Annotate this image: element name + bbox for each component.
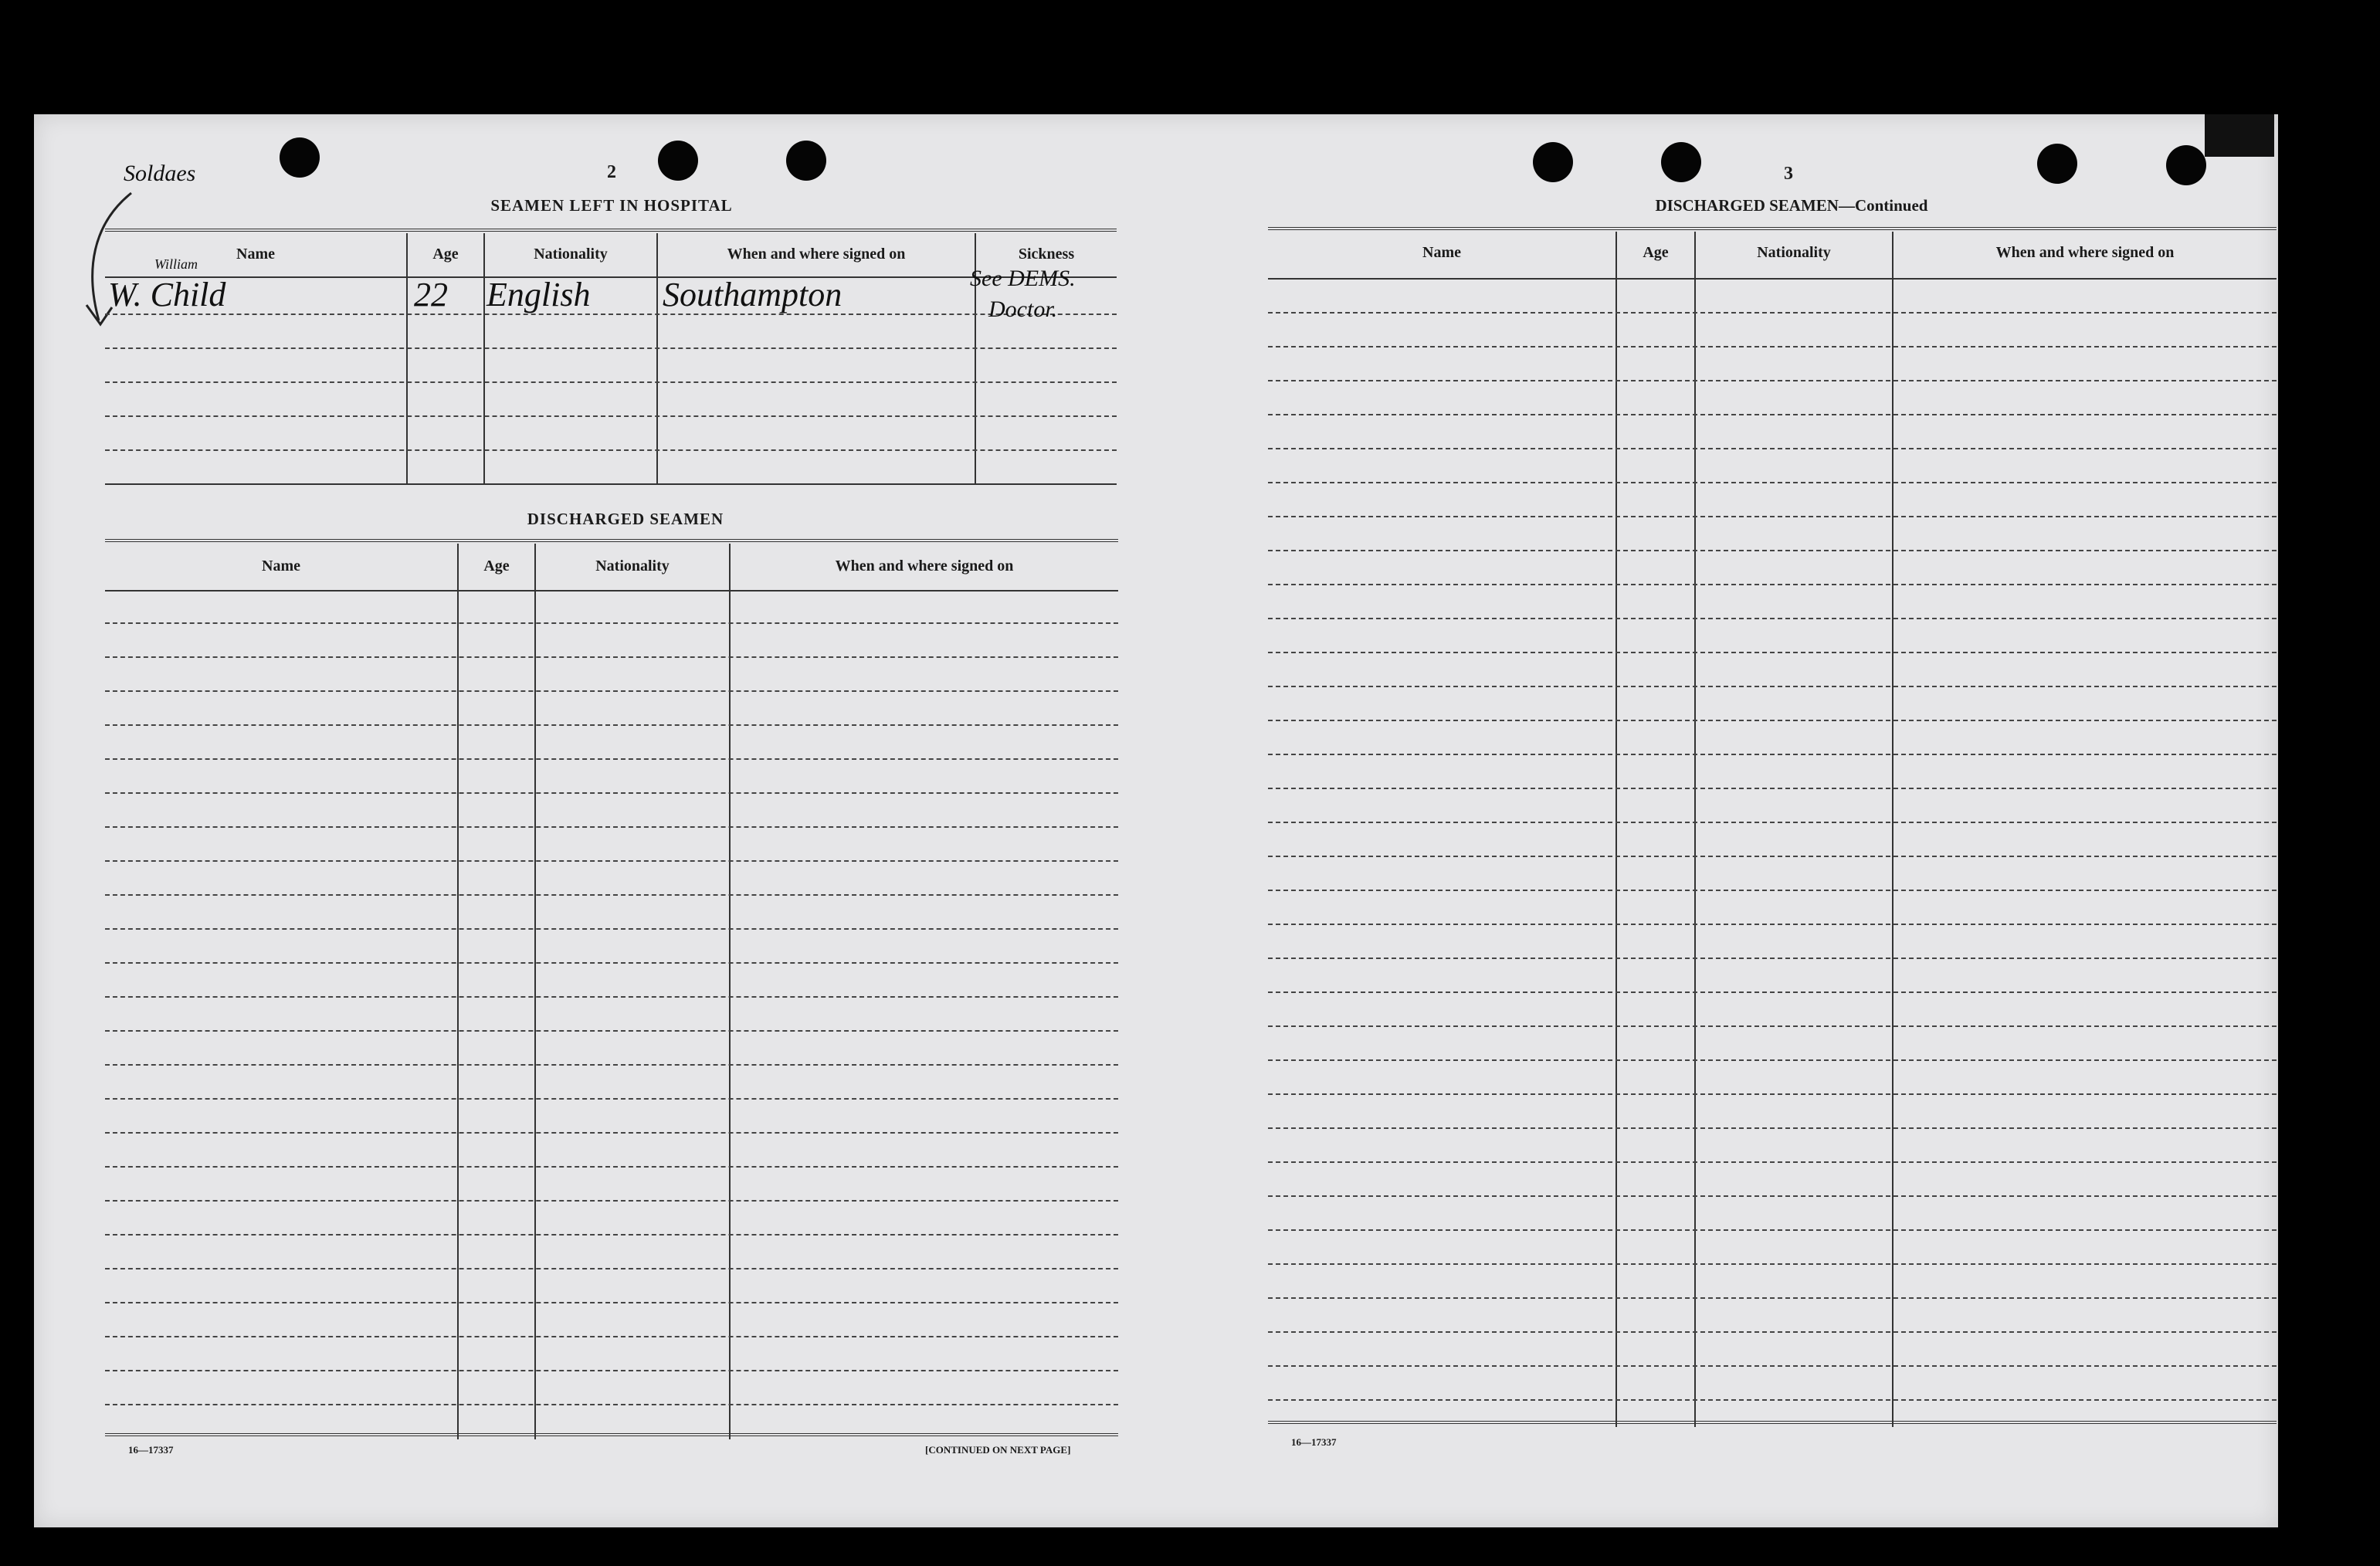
col-divider [1615, 232, 1617, 1427]
col-name: Name [262, 558, 300, 575]
entry-name-superscript: William [154, 256, 198, 272]
table-top-rule [105, 539, 1118, 545]
table-row [1268, 1365, 2277, 1367]
table-row [1268, 1161, 2277, 1163]
right-footer-code: 16—17337 [1291, 1436, 1337, 1448]
col-age: Age [432, 246, 459, 263]
table-row [1268, 516, 2277, 517]
col-divider [1694, 232, 1696, 1427]
punch-hole [280, 137, 320, 178]
table-row [1268, 1025, 2277, 1027]
table-row [105, 724, 1118, 726]
table-row [105, 1132, 1118, 1134]
table-row [1268, 856, 2277, 857]
left-page-number: 2 [607, 162, 616, 182]
table-row [1268, 1195, 2277, 1197]
table-row [1268, 550, 2277, 551]
table-row [105, 894, 1118, 896]
table-row [1268, 584, 2277, 585]
table-row [1268, 346, 2277, 347]
col-nationality: Nationality [534, 246, 608, 263]
col-sickness: Sickness [1018, 246, 1075, 263]
table-row [105, 928, 1118, 930]
table-row [1268, 991, 2277, 993]
table-bottom-rule [105, 1433, 1118, 1439]
table-bottom-rule [1268, 1421, 2277, 1427]
col-signed-on: When and where signed on [727, 246, 906, 263]
table-row [1268, 652, 2277, 653]
table-row [1268, 1263, 2277, 1265]
right-discharged-table [1268, 227, 2277, 1432]
col-divider [656, 233, 658, 483]
table-row [105, 1268, 1118, 1269]
table-row [1268, 686, 2277, 687]
col-nationality: Nationality [595, 558, 670, 575]
hospital-table [105, 229, 1117, 491]
punch-hole [658, 141, 698, 181]
table-row [1268, 448, 2277, 449]
table-row [105, 860, 1118, 862]
entry-sickness-line1: See DEMS. [970, 266, 1076, 291]
right-heading-continued: —Continued [1838, 196, 1928, 215]
table-row [1268, 958, 2277, 959]
table-row [1268, 1399, 2277, 1401]
punch-hole [2166, 145, 2206, 185]
table-row [105, 415, 1117, 417]
header-rule [105, 590, 1118, 591]
table-row [1268, 1059, 2277, 1061]
col-name: Name [1422, 244, 1461, 261]
header-rule [105, 276, 1117, 278]
table-row [105, 690, 1118, 692]
table-row [1268, 1229, 2277, 1231]
table-row [105, 1234, 1118, 1236]
table-row [105, 1404, 1118, 1405]
table-row [1268, 618, 2277, 619]
table-row [105, 792, 1118, 794]
table-row [1268, 1127, 2277, 1129]
table-row [105, 826, 1118, 828]
hospital-heading: SEAMEN LEFT IN HOSPITAL [490, 196, 733, 215]
table-top-rule [105, 229, 1117, 235]
col-divider [534, 544, 536, 1439]
table-top-rule [1268, 227, 2277, 233]
col-divider [457, 544, 459, 1439]
table-bottom-rule [105, 483, 1117, 485]
entry-nationality: English [487, 276, 591, 314]
discharged-table [105, 539, 1118, 1442]
punch-hole [1661, 142, 1701, 182]
table-row [1268, 312, 2277, 314]
col-divider [1892, 232, 1893, 1427]
entry-signed-on: Southampton [663, 276, 842, 314]
table-row [105, 1200, 1118, 1202]
table-row [105, 996, 1118, 998]
table-row [105, 622, 1118, 624]
table-row [105, 381, 1117, 383]
table-row [1268, 754, 2277, 755]
right-heading-main: DISCHARGED SEAMEN [1655, 196, 1839, 215]
right-page-number: 3 [1784, 164, 1793, 184]
table-row [1268, 720, 2277, 721]
margin-annotation: Soldaes [124, 161, 196, 186]
table-row [1268, 1093, 2277, 1095]
right-heading [1583, 196, 2000, 215]
table-row [105, 1030, 1118, 1032]
table-row [105, 1336, 1118, 1337]
col-nationality: Nationality [1757, 244, 1831, 261]
entry-sickness-line2: Doctor. [988, 297, 1058, 322]
page-tab [2205, 114, 2274, 157]
table-row [105, 758, 1118, 760]
col-divider [406, 233, 408, 483]
discharged-heading: DISCHARGED SEAMEN [527, 510, 724, 528]
table-row [105, 1166, 1118, 1168]
table-row [105, 449, 1117, 451]
entry-age: 22 [414, 276, 448, 314]
table-row [1268, 1297, 2277, 1299]
col-signed-on: When and where signed on [1995, 244, 2175, 261]
table-row [1268, 1331, 2277, 1333]
table-row [1268, 482, 2277, 483]
entry-name: W. Child [108, 276, 226, 314]
punch-hole [786, 141, 826, 181]
header-rule [1268, 278, 2277, 280]
table-row [105, 962, 1118, 964]
col-name: Name [236, 246, 275, 263]
table-row [1268, 788, 2277, 789]
col-signed-on: When and where signed on [835, 558, 1014, 575]
table-row [105, 1098, 1118, 1100]
punch-hole [2037, 144, 2077, 184]
table-row [1268, 822, 2277, 823]
col-age: Age [483, 558, 510, 575]
table-row [105, 314, 1117, 315]
table-row [105, 1370, 1118, 1371]
table-row [1268, 414, 2277, 415]
table-row [105, 347, 1117, 349]
table-row [105, 656, 1118, 658]
table-row [1268, 380, 2277, 381]
table-row [105, 1064, 1118, 1066]
table-row [1268, 890, 2277, 891]
col-divider [729, 544, 731, 1439]
col-age: Age [1643, 244, 1669, 261]
left-footer-note: [CONTINUED ON NEXT PAGE] [925, 1444, 1071, 1456]
table-row [105, 1302, 1118, 1303]
col-divider [483, 233, 485, 483]
left-footer-code: 16—17337 [128, 1444, 174, 1456]
punch-hole [1533, 142, 1573, 182]
table-row [1268, 924, 2277, 925]
